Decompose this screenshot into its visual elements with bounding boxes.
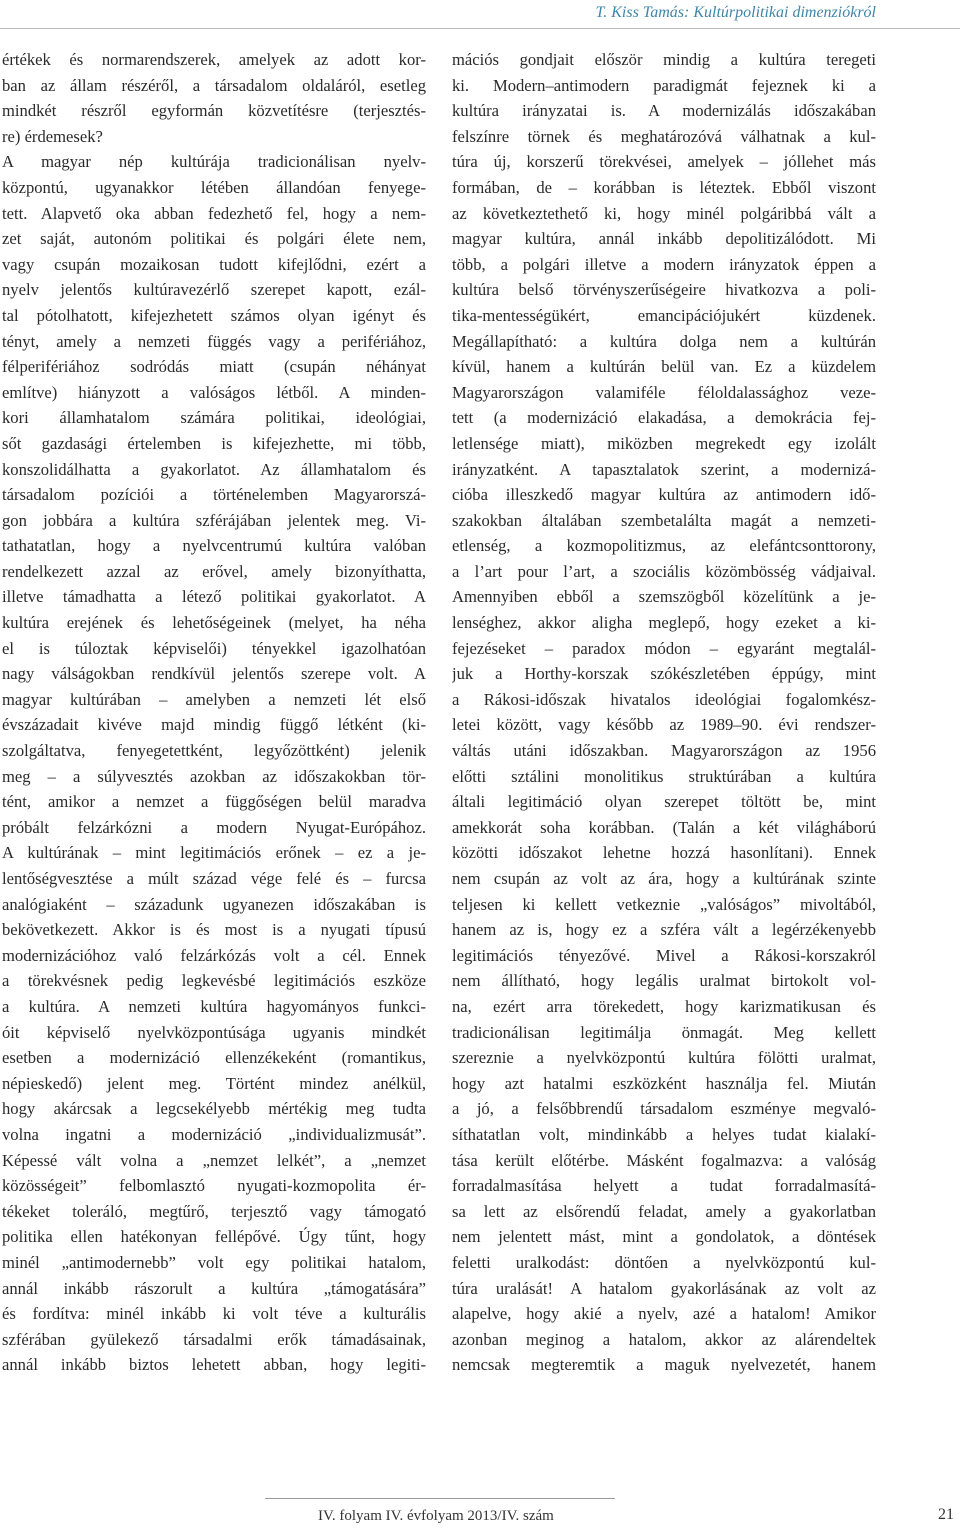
text-line: népieskedő) jelent meg. Történt mindez anélkül, <box>2 1073 426 1093</box>
text-line: tása került előtérbe. Másként fogalmazva: a valóság <box>452 1150 876 1170</box>
text-line: tékeket toleráló, megtűrő, terjesztő vagy támogató <box>2 1201 426 1221</box>
text-line: közösségeit” felbomlasztó nyugati-kozmopolita ér- <box>2 1176 426 1196</box>
text-line: re) érdemesek? <box>2 126 103 146</box>
text-line: annál inkább biztos lehetett abban, hogy legiti- <box>2 1355 426 1375</box>
text-line: síthatatlan volt, mindinkább a helyes tudat kialakí- <box>452 1124 876 1144</box>
text-line: letei között, vagy később az 1989–90. évi rendszer- <box>452 715 876 735</box>
text-line: kultúra erejének és lehetőségeinek (melyet, ha néha <box>2 613 426 633</box>
text-line: évszázadait kivéve majd mindig függő létként (ki- <box>2 715 426 735</box>
text-line: tradicionálisan legitimálja önmagát. Meg kellett <box>452 1022 876 1042</box>
text-line: minél „antimodernebb” volt egy politikai hatalom, <box>2 1252 426 1272</box>
text-line: rendelkezett azzal az erővel, amely bizonyíthatta, <box>2 561 426 581</box>
text-line: konszolidálhatta a gyakorlatot. Az államhatalom és <box>2 459 426 479</box>
text-line: legitimációs tényezővé. Mivel a Rákosi-korszakról <box>452 945 876 965</box>
text-line: etlenség, a kozmopolitizmus, az elefántcsonttorony, <box>452 536 876 556</box>
text-line: közötti időszakot lehetne hozzá hasonlítani). Ennek <box>452 843 876 863</box>
running-title: T. Kiss Tamás: Kultúrpolitikai dimenziókról <box>595 4 876 21</box>
text-line: túra uralását! A hatalom gyakorlásának az volt az <box>452 1278 876 1298</box>
text-line: azonban meginog a hatalom, akkor az alárendeltek <box>452 1329 876 1349</box>
text-line: és fordítva: minél inkább ki volt téve a kulturális <box>2 1304 426 1324</box>
text-line: félperifériához sodródás miatt (csupán néhányat <box>2 357 426 377</box>
text-line: ki. Modern–antimodern paradigmát fejeznek ki a <box>452 75 876 95</box>
text-line: ban az állam részéről, a társadalom oldaláról, esetleg <box>2 75 426 95</box>
text-line: meg – a súlyvesztés azokban az időszakokban tör- <box>2 766 426 786</box>
text-line: a kultúra. A nemzeti kultúra hagyományos funkci- <box>2 996 426 1016</box>
text-line: cióba illeszkedő magyar kultúra az antimodern idő- <box>452 485 876 505</box>
text-line: esetben a modernizáció ellenzékeként (romantikus, <box>2 1048 426 1068</box>
text-line: lentőségvesztése a múlt század vége felé és – furcsa <box>2 869 426 888</box>
text-line: a Rákosi-időszak hivatalos ideológiai fogalomkész- <box>452 689 876 709</box>
text-line: tika-mentességükért, emancipációjukért küzdenek. <box>452 305 876 325</box>
footer-rule <box>265 1498 615 1499</box>
text-line: mindkét részről egyformán közvetítésre (terjesztés- <box>2 101 426 121</box>
text-line: túra új, korszerű törekvései, amelyek – jóllehet más <box>452 152 876 172</box>
text-line: sa lett az elsőrendű feladat, amely a gyakorlatban <box>452 1201 876 1221</box>
text-line: nem csupán az volt az ára, hogy a kultúrának szinte <box>452 869 876 888</box>
text-line: bekövetkezett. Akkor is és most is a nyugati típusú <box>2 920 426 940</box>
text-line: óit képviselő nyelvközpontúsága ugyanis mindkét <box>2 1022 426 1042</box>
running-header <box>0 0 960 30</box>
text-line: letlensége miatt), miközben megrekedt egy izolált <box>452 433 876 453</box>
text-line: általi legitimáció olyan szerepet töltött be, mint <box>452 792 876 812</box>
text-line: politika ellen hatékonyan fellépővé. Úgy tűnt, hogy <box>2 1227 426 1247</box>
text-line: A magyar nép kultúrája tradicionálisan nyelv- <box>2 152 426 172</box>
text-line: nyelv jelentős kultúravezérlő szerepet kapott, ezál- <box>2 280 426 300</box>
text-line: mációs gondjait először mindig a kultúra teregeti <box>452 50 876 69</box>
text-line: hogy akárcsak a legcsekélyebb mértékig meg tudta <box>2 1099 426 1119</box>
text-line: a l’art pour l’art, a szociális közömbösség vádjaival. <box>452 561 876 581</box>
text-line: a törekvésnek pedig legkevésbé legitimációs eszköze <box>2 971 426 991</box>
text-line: fejezéseket – paradox módon – egyaránt megtalál- <box>452 638 876 658</box>
text-line: amekkorát soha korábban. (Talán a két világháború <box>452 817 876 837</box>
text-line: hogy azt hatalmi eszközként használja fel. Miután <box>452 1073 876 1093</box>
text-line: juk a Horthy-korszak szókészletében éppúgy, mint <box>452 664 876 684</box>
text-line: modernizációhoz való felzárkózás volt a cél. Ennek <box>2 945 426 965</box>
text-line: feletti uralkodást: döntően a nyelvközpontú kul- <box>452 1252 876 1272</box>
text-line: tett (a modernizáció elakadása, a demokrácia fej- <box>452 408 876 428</box>
text-line: szakokban általában szembetalálta magát a nemzeti- <box>452 510 876 530</box>
text-line: A kultúrának – mint legitimációs erőnek – ez a je- <box>2 843 426 863</box>
text-line: illetve támadhatta a létező politikai gyakorlatot. A <box>2 587 426 607</box>
text-line: említve) hiányzott a valóságos létből. A minden- <box>2 382 426 402</box>
text-line: magyar kultúrában – amelyben a nemzeti lét első <box>2 689 426 709</box>
text-line: nemcsak megteremtik a maguk nyelvezetét, hanem <box>452 1355 876 1375</box>
right-text-column <box>452 47 876 1378</box>
text-line: teljesen ki kellett vetkeznie „valóságos” mivoltából, <box>452 894 876 914</box>
text-line: forradalmasítása helyett a tudat forradalmasítá- <box>452 1176 876 1196</box>
text-line: Képessé vált volna a „nemzet lelkét”, a „nemzet <box>2 1150 426 1170</box>
text-line: tényt, amely a nemzeti függés vagy a perifériához, <box>2 331 426 351</box>
text-line: szolgáltatva, fenyegetettként, legyőzöttként) jelenik <box>2 741 426 761</box>
text-line: értékek és normarendszerek, amelyek az adott kor- <box>2 50 426 69</box>
text-line: formában, de – korábban is léteztek. Ebből viszont <box>452 177 876 197</box>
text-line: annál inkább rászorult a kultúra „támogatására” <box>2 1278 426 1298</box>
text-line: na, ezért arra törekedett, hogy karizmatikusan és <box>452 996 876 1016</box>
text-line: központú, ugyanakkor létében állandóan fenyege- <box>2 177 426 197</box>
text-line: gon jobbára a kultúra szférájában jelentek meg. Vi- <box>2 510 426 530</box>
text-line: sőt gazdasági értelemben is kifejezhette, mi több, <box>2 433 426 453</box>
text-line: társadalom pozíciói a történelemben Magyarorszá- <box>2 485 426 505</box>
text-line: vagy csupán mozaikosan tudott kifejlődni, ezért a <box>2 254 426 274</box>
text-line: tal pótolhatott, kifejezhetett számos olyan igényt és <box>2 305 426 325</box>
text-line: nem jelentett mást, mint a gondolatok, a döntések <box>452 1227 876 1247</box>
text-line: lenséghez, akkor aligha meglepő, hogy ezeket a ki- <box>452 613 876 633</box>
left-text-column <box>2 47 426 1378</box>
text-line: a jó, a felsőbbrendű társadalom eszménye megvaló- <box>452 1099 876 1119</box>
text-line: tett. Alapvető oka abban fedezhető fel, hogy a nem- <box>2 203 426 223</box>
text-line: szférában gyülekező társadalmi erők támadásainak, <box>2 1329 426 1349</box>
text-line: felszínre törnek és meghatározóvá válhatnak a kul- <box>452 126 876 146</box>
text-line: nagy válságokban rendkívül jelentős szerepe volt. A <box>2 664 426 684</box>
text-line: el is túloztak képviselői) tényekkel igazolhatóan <box>2 638 426 658</box>
text-line: analógiaként – századunk ugyanezen időszakában is <box>2 894 426 914</box>
text-line: kori államhatalom számára politikai, ideológiai, <box>2 408 426 428</box>
text-line: alapelve, hogy akié a nyelv, azé a hatalom! Amikor <box>452 1304 876 1324</box>
text-line: az következtethető ki, hogy minél polgáribbá vált a <box>452 203 876 223</box>
issue-info: IV. folyam IV. évfolyam 2013/IV. szám <box>318 1508 554 1524</box>
text-line: magyar kultúra, annál inkább depolitizálódott. Mi <box>452 229 876 249</box>
text-line: tathatatlan, hogy a nyelvcentrumú kultúra valóban <box>2 536 426 556</box>
text-line: előtti sztálini monolitikus struktúrában a kultúra <box>452 766 876 786</box>
text-line: Megállapítható: a kultúra dolga nem a kultúrán <box>452 331 876 351</box>
text-line: váltás utáni időszakban. Magyarországon az 1956 <box>452 741 876 761</box>
text-line: tént, amikor a nemzet a függőségen belül maradva <box>2 792 426 812</box>
text-line: kívül, hanem a kultúrán belül van. Ez a küzdelem <box>452 357 876 377</box>
text-line: Amennyiben ebből a szemszögből közelítünk a je- <box>452 587 876 607</box>
header-rule <box>0 28 960 29</box>
text-line: Magyarországon valamiféle féloldalassághoz veze- <box>452 382 876 402</box>
text-line: több, a polgári illetve a modern irányzatok éppen a <box>452 254 876 274</box>
text-line: szereznie a nyelvközpontú kultúra fölötti uralmat, <box>452 1048 876 1068</box>
page-number: 21 <box>938 1506 954 1523</box>
text-line: irányzatként. A tapasztalatok szerint, a modernizá- <box>452 459 876 479</box>
text-line: próbált felzárkózni a modern Nyugat-Európához. <box>2 817 426 837</box>
text-line: zet saját, autonóm politikai és polgári élete nem, <box>2 229 426 249</box>
text-line: kultúra irányzatai is. A modernizálás időszakában <box>452 101 876 121</box>
text-line: volna ingatni a modernizáció „individualizmusát”. <box>2 1124 426 1144</box>
text-line: nem állítható, hogy legális uralmat birtokolt vol- <box>452 971 876 991</box>
text-line: kultúra belső törvényszerűségeire hivatkozva a poli- <box>452 280 876 300</box>
text-line: hanem az is, hogy ez a szféra vált a legérzékenyebb <box>452 920 876 940</box>
